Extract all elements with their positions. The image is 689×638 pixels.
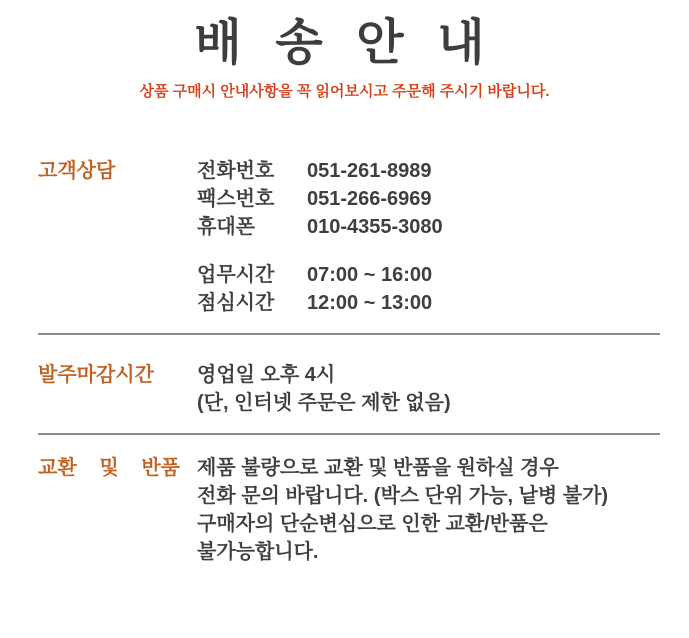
order-deadline-line: 영업일 오후 4시 — [197, 364, 336, 386]
phone-value: 051-261-8989 — [307, 160, 432, 182]
lunch-hours-value: 12:00 ~ 13:00 — [307, 292, 433, 314]
customer-service-label: 고객상담 — [38, 160, 116, 182]
divider-line-1 — [38, 333, 660, 335]
fax-term: 팩스번호 — [197, 188, 275, 210]
exchange-return-line: 전화 문의 바랍니다. (박스 단위 가능, 낱병 불가) — [197, 485, 609, 507]
page-title: 배 송 안 내 — [194, 16, 495, 70]
order-deadline-label: 발주마감시간 — [38, 364, 154, 386]
mobile-term: 휴대폰 — [197, 216, 255, 238]
mobile-value: 010-4355-3080 — [307, 216, 443, 238]
phone-term: 전화번호 — [197, 160, 275, 182]
exchange-return-line: 구매자의 단순변심으로 인한 교환/반품은 — [197, 513, 548, 535]
spacer — [197, 241, 443, 261]
order-deadline-content — [197, 361, 451, 417]
divider-line-2 — [38, 433, 660, 435]
section-exchange-return — [0, 454, 689, 566]
exchange-return-label: 교환 및 반품 — [38, 457, 180, 479]
exchange-return-line: 불가능합니다. — [197, 541, 319, 563]
business-hours-term: 업무시간 — [197, 264, 275, 286]
lunch-hours-term: 점심시간 — [197, 292, 275, 314]
exchange-return-content — [197, 454, 608, 566]
lunch-hours-line — [197, 289, 443, 317]
fax-number-line — [197, 185, 443, 213]
business-hours-value: 07:00 ~ 16:00 — [307, 264, 433, 286]
phone-number-line — [197, 157, 443, 185]
customer-service-content — [197, 157, 443, 317]
section-order-deadline — [0, 361, 689, 417]
mobile-number-line — [197, 213, 443, 241]
exchange-return-line: 제품 불량으로 교환 및 반품을 원하실 경우 — [197, 457, 559, 479]
fax-value: 051-266-6969 — [307, 188, 432, 210]
business-hours-line — [197, 261, 443, 289]
order-deadline-note: (단, 인터넷 주문은 제한 없음) — [197, 392, 451, 414]
section-customer-service — [0, 157, 689, 317]
page-subtitle-notice: 상품 구매시 안내사항을 꼭 읽어보시고 주문해 주시기 바랍니다. — [139, 83, 550, 100]
